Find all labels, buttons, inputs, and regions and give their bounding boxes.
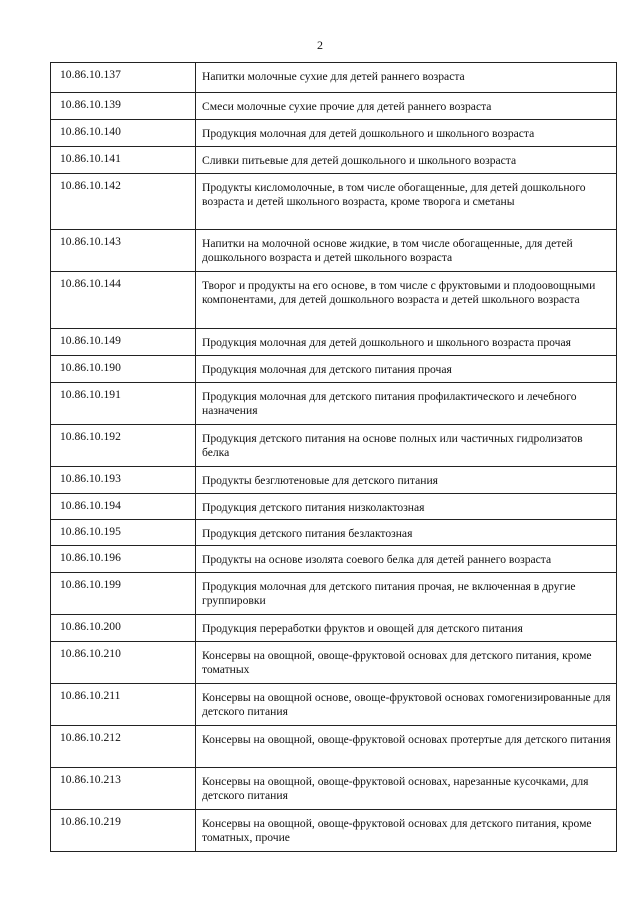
table-row — [51, 174, 617, 230]
table-row — [51, 329, 617, 356]
table-row — [51, 467, 617, 494]
product-name: Консервы на овощной, овоще-фруктовой основах, нарезанные кусочками, для детского питания — [196, 768, 617, 810]
okpd-code-table — [50, 62, 617, 852]
product-code: 10.86.10.192 — [51, 425, 196, 467]
product-code: 10.86.10.213 — [51, 768, 196, 810]
product-name: Продукты на основе изолята соевого белка для детей раннего возраста — [196, 546, 617, 573]
table-row — [51, 726, 617, 768]
product-name: Продукция переработки фруктов и овощей для детского питания — [196, 615, 617, 642]
page-number: 2 — [317, 38, 323, 52]
product-name: Продукция молочная для детского питания профилактического и лечебного назначения — [196, 383, 617, 425]
product-code: 10.86.10.196 — [51, 546, 196, 573]
product-code: 10.86.10.140 — [51, 120, 196, 147]
product-name: Продукция детского питания безлактозная — [196, 520, 617, 546]
product-code: 10.86.10.149 — [51, 329, 196, 356]
product-code: 10.86.10.200 — [51, 615, 196, 642]
table-row — [51, 642, 617, 684]
product-name: Напитки молочные сухие для детей раннего возраста — [196, 63, 617, 93]
product-code: 10.86.10.142 — [51, 174, 196, 230]
product-name: Продукция детского питания низколактозная — [196, 494, 617, 520]
product-code: 10.86.10.139 — [51, 93, 196, 120]
table-row — [51, 356, 617, 383]
product-name: Продукция детского питания на основе полных или частичных гидролизатов белка — [196, 425, 617, 467]
table-row — [51, 63, 617, 93]
product-code: 10.86.10.191 — [51, 383, 196, 425]
product-name: Продукция молочная для детей дошкольного и школьного возраста — [196, 120, 617, 147]
product-code: 10.86.10.143 — [51, 230, 196, 272]
table-row — [51, 684, 617, 726]
table-row — [51, 93, 617, 120]
product-name: Продукты кисломолочные, в том числе обогащенные, для детей дошкольного возраста и детей школьного возраста, кроме творога и сметаны — [196, 174, 617, 230]
product-code: 10.86.10.141 — [51, 147, 196, 174]
table-row — [51, 810, 617, 852]
product-code: 10.86.10.199 — [51, 573, 196, 615]
product-code: 10.86.10.195 — [51, 520, 196, 546]
product-name: Смеси молочные сухие прочие для детей раннего возраста — [196, 93, 617, 120]
product-name: Продукция молочная для детского питания прочая — [196, 356, 617, 383]
table-row — [51, 520, 617, 546]
table-row — [51, 147, 617, 174]
table-row — [51, 272, 617, 329]
product-name: Консервы на овощной, овоще-фруктовой основах для детского питания, кроме томатных, прочие — [196, 810, 617, 852]
product-code: 10.86.10.194 — [51, 494, 196, 520]
product-name: Творог и продукты на его основе, в том числе с фруктовыми и плодоовощными компонентами, для детей дошкольного возраста и детей школьного возраста — [196, 272, 617, 329]
product-code: 10.86.10.190 — [51, 356, 196, 383]
product-name: Продукция молочная для детей дошкольного и школьного возраста прочая — [196, 329, 617, 356]
product-code: 10.86.10.137 — [51, 63, 196, 93]
table-row — [51, 230, 617, 272]
product-code: 10.86.10.210 — [51, 642, 196, 684]
product-name: Продукты безглютеновые для детского питания — [196, 467, 617, 494]
product-name: Продукция молочная для детского питания прочая, не включенная в другие группировки — [196, 573, 617, 615]
product-name: Консервы на овощной, овоще-фруктовой основах для детского питания, кроме томатных — [196, 642, 617, 684]
product-name: Напитки на молочной основе жидкие, в том числе обогащенные, для детей дошкольного возраста и детей школьного возраста — [196, 230, 617, 272]
product-name: Сливки питьевые для детей дошкольного и школьного возраста — [196, 147, 617, 174]
product-name: Консервы на овощной, овоще-фруктовой основах протертые для детского питания — [196, 726, 617, 768]
table-row — [51, 383, 617, 425]
table-row — [51, 120, 617, 147]
product-code: 10.86.10.144 — [51, 272, 196, 329]
product-code: 10.86.10.211 — [51, 684, 196, 726]
product-code: 10.86.10.219 — [51, 810, 196, 852]
product-code: 10.86.10.193 — [51, 467, 196, 494]
product-name: Консервы на овощной основе, овоще-фруктовой основах гомогенизированные для детского питания — [196, 684, 617, 726]
table-row — [51, 768, 617, 810]
table-row — [51, 615, 617, 642]
table-row — [51, 494, 617, 520]
table-row — [51, 573, 617, 615]
table-row — [51, 425, 617, 467]
table-row — [51, 546, 617, 573]
product-code: 10.86.10.212 — [51, 726, 196, 768]
